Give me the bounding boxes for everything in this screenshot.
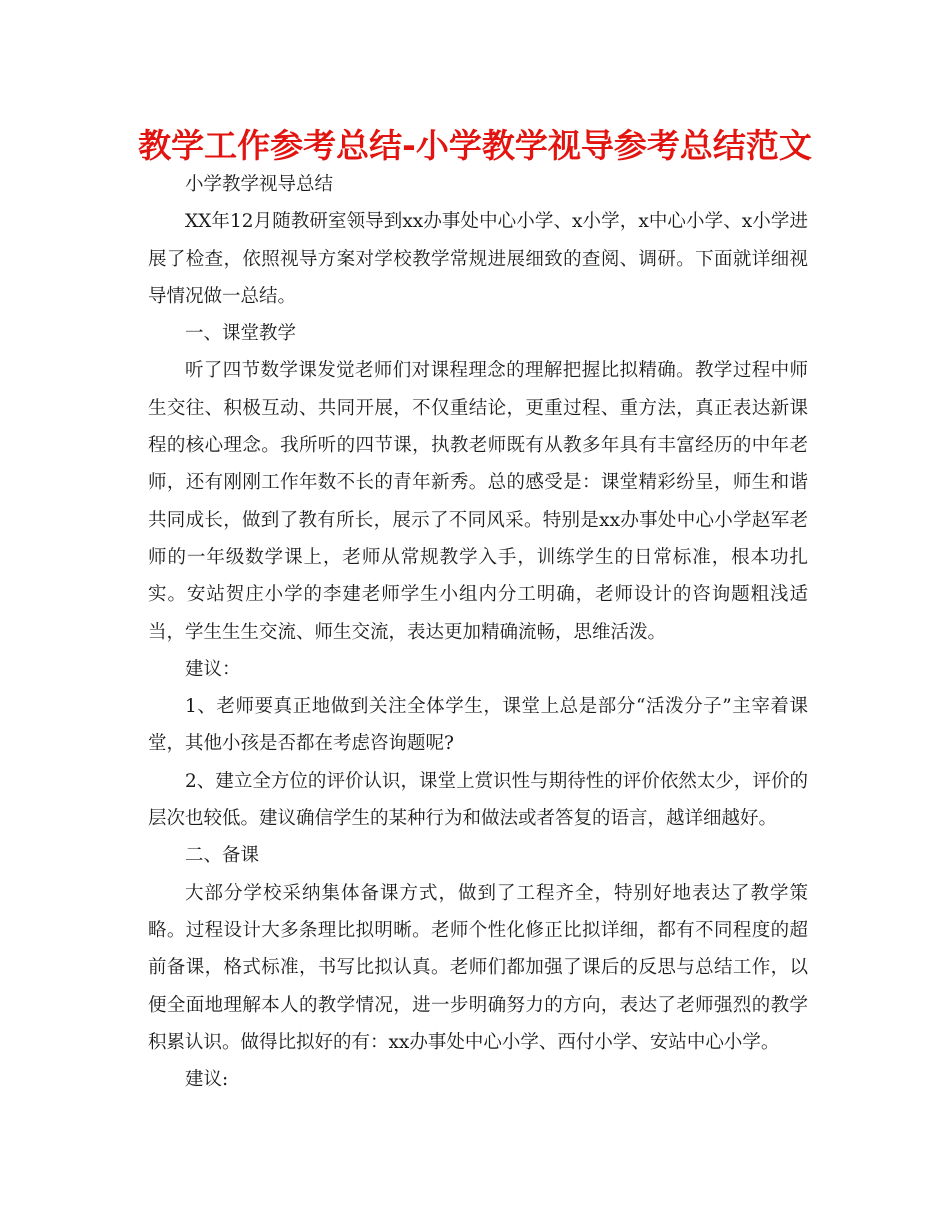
- section-heading-classroom: 一、课堂教学: [185, 323, 297, 345]
- suggestion-label: 建议：: [185, 658, 241, 680]
- document-subtitle: 小学教学视导总结: [185, 174, 334, 195]
- classroom-paragraph: 听了四节数学课发觉老师们对课程理念的理解把握比拟精确。教学过程中师生交往、积极互动、共同开展，不仅重结论，更重过程、重方法，真正表达新课程的核心理念。我所听的四节课，执教老师既有从教多年具有丰富经历的中年老师，还有刚刚工作年数不长的青年新秀。总的感受是：课堂精彩纷呈，师生和谐共同成长，做到了教有所长，展示了不同风采。特别是xx办事处中心小学赵军老师的一年级数学课上，老师从常规教学入手，训练学生的日常标准，根本功扎实。安站贺庄小学的李建老师学生小组内分工明确，老师设计的咨询题粗浅适当，学生生生交流、师生交流，表达更加精确流畅，思维活泼。: [148, 360, 808, 643]
- intro-paragraph: XX年12月随教研室领导到xx办事处中心小学、x小学，x中心小学、x小学进展了检查，依照视导方案对学校教学常规进展细致的查阅、调研。下面就详细视导情况做一总结。: [148, 211, 808, 307]
- suggestion-item-1: 1、老师要真正地做到关注全体学生，课堂上总是部分“活泼分子”主宰着课堂，其他小孩是否都在考虑咨询题呢?: [148, 696, 808, 755]
- document-body: [148, 166, 808, 1098]
- document-title: 教学工作参考总结-小学教学视导参考总结范文: [138, 126, 812, 165]
- suggestion-label-2: 建议:: [185, 1069, 229, 1091]
- section-heading-lesson-prep: 二、备课: [185, 845, 260, 867]
- lesson-prep-paragraph: 大部分学校采纳集体备课方式，做到了工程齐全，特别好地表达了教学策略。过程设计大多条理比拟明晰。老师个性化修正比拟详细，都有不同程度的超前备课，格式标准，书写比拟认真。老师们都加强了课后的反思与总结工作，以便全面地理解本人的教学情况，进一步明确努力的方向，表达了老师强烈的教学积累认识。做得比拟好的有：xx办事处中心小学、西付小学、安站中心小学。: [148, 882, 808, 1053]
- suggestion-item-2: 2、建立全方位的评价认识，课堂上赏识性与期待性的评价依然太少，评价的层次也较低。建议确信学生的某种行为和做法或者答复的语言，越详细越好。: [148, 770, 808, 830]
